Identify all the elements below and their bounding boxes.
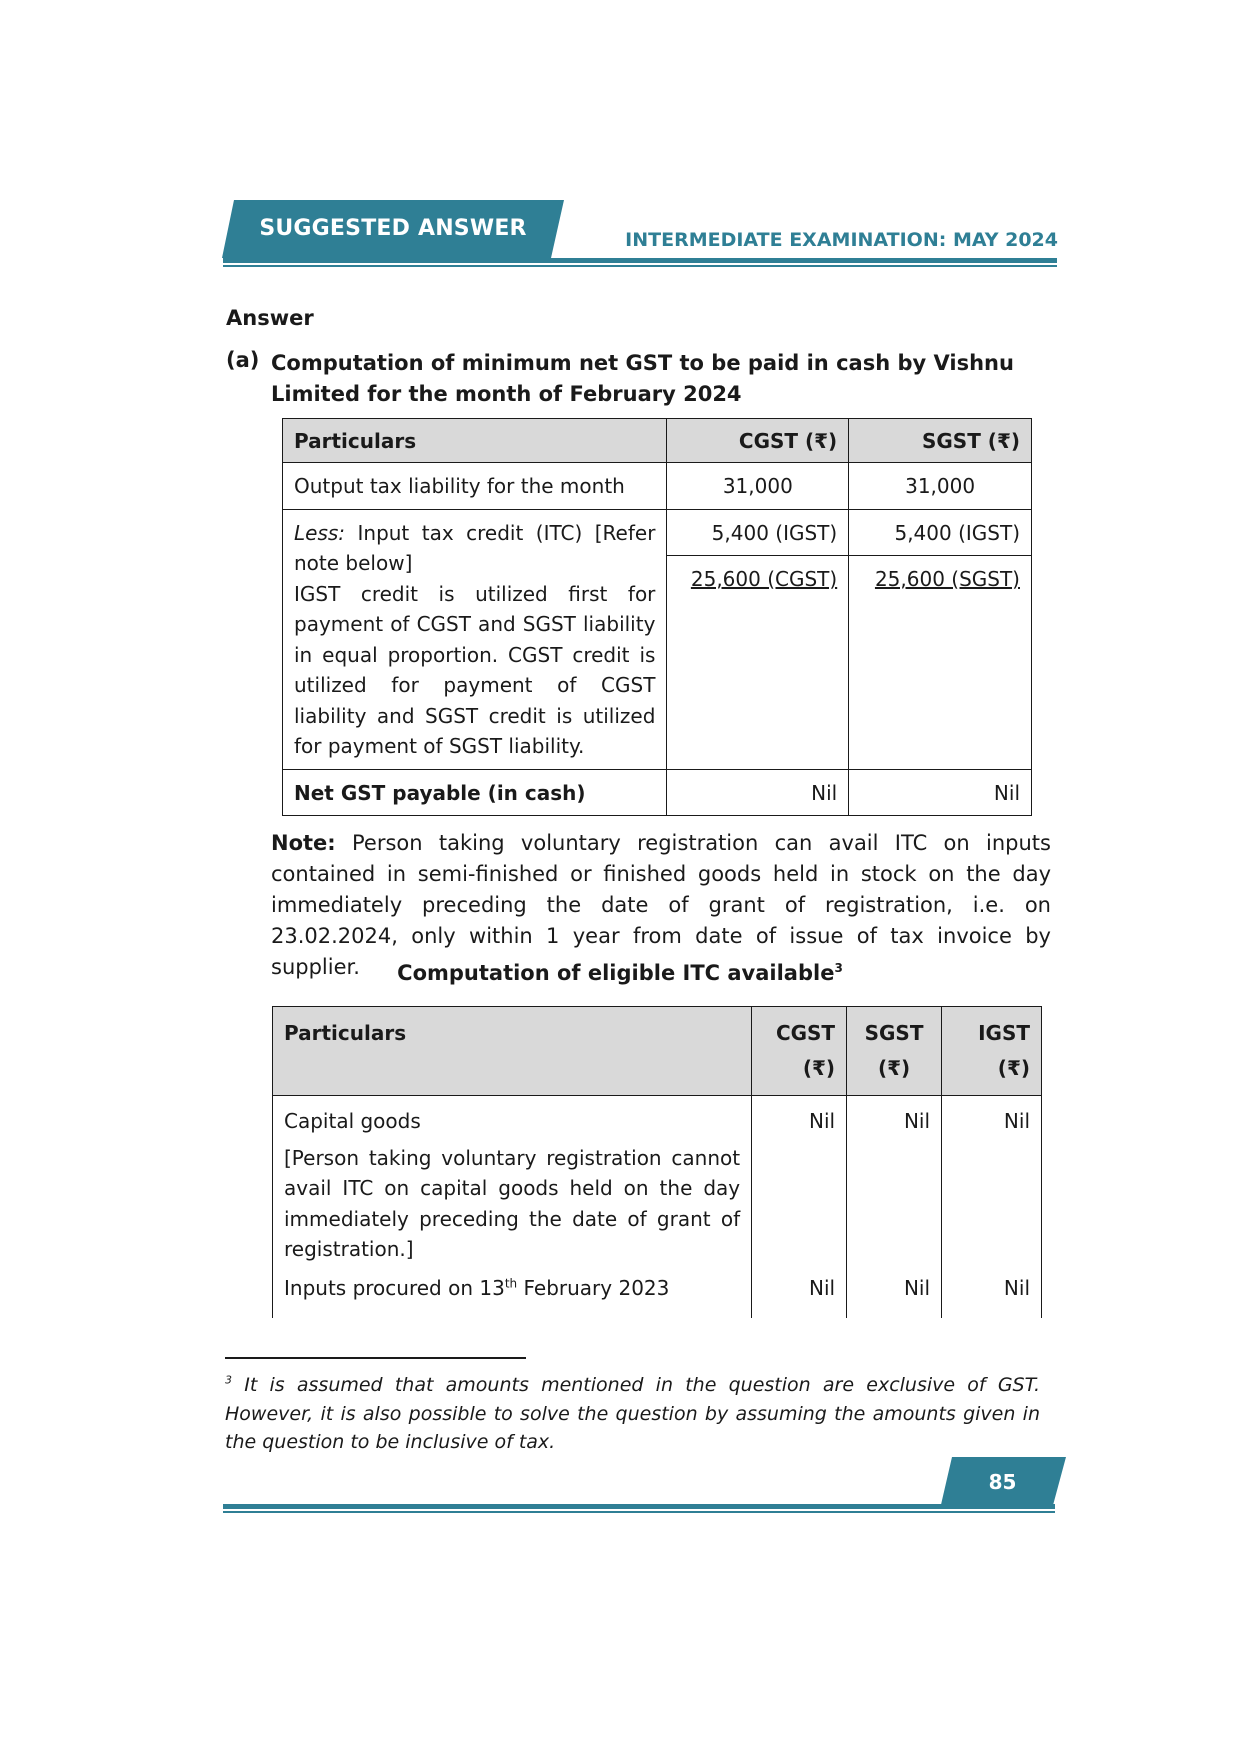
footnote-text: It is assumed that amounts mentioned in the question are exclusive of GST. However, it is also possible to solve the question by assuming the amounts given in the question to be inclusive of tax. [225, 1374, 1040, 1453]
row-output-cgst: 31,000 [667, 463, 849, 510]
header-cgst: CGST (₹) [667, 419, 849, 463]
row-itc-sgst-sgst: 25,600 (SGST) [874, 567, 1020, 591]
row-itc-cgst-cgst-cell [667, 556, 849, 770]
header-cgst [752, 1007, 847, 1096]
header-sgst-unit: (₹) [877, 1056, 911, 1080]
footnote [225, 1371, 1040, 1457]
note-paragraph [271, 828, 1051, 983]
row-inputs-text-after: February 2023 [517, 1275, 670, 1300]
table-row [273, 1271, 1042, 1318]
row-itc-cgst-cgst: 25,600 (CGST) [690, 567, 838, 591]
page-number: 85 [988, 1470, 1017, 1494]
row-capital-particulars [273, 1096, 752, 1271]
table-row [283, 509, 1032, 556]
header-section-label: SUGGESTED ANSWER [259, 215, 527, 241]
row-output-label: Output tax liability for the month [283, 463, 667, 510]
row-capital-explanation: [Person taking voluntary registration cannot avail ITC on capital goods held on the day immediately preceding the date of grant of registration.] [284, 1145, 741, 1261]
itc-explanation: IGST credit is utilized first for payment of CGST and SGST liability in equal proportion. CGST credit is utilized for payment of CGST liability and SGST credit is utilized for payment of SGST liability. [294, 581, 656, 758]
table-header-row [273, 1007, 1042, 1096]
row-net-sgst: Nil [849, 769, 1032, 816]
row-capital-label: Capital goods [284, 1109, 421, 1133]
header-igst-unit: (₹) [997, 1056, 1030, 1080]
header-sgst [847, 1007, 942, 1096]
footer-rule [223, 1504, 1055, 1509]
row-net-cgst: Nil [667, 769, 849, 816]
header-exam-title: INTERMEDIATE EXAMINATION: MAY 2024 [625, 229, 1058, 251]
footer-rule-thin [223, 1511, 1055, 1513]
header-sgst: SGST (₹) [849, 419, 1032, 463]
eligible-itc-table [272, 1006, 1042, 1318]
header-cgst-label: CGST [775, 1021, 836, 1045]
row-capital-cgst: Nil [752, 1096, 847, 1271]
row-inputs-igst: Nil [942, 1271, 1042, 1318]
note-text: Person taking voluntary registration can avail ITC on inputs contained in semi-finished or finished goods held in stock on the day immediately preceding the date of grant of registration, i.e. on 23.02.2024, only within 1 year from date of issue of tax invoice by supplier. [271, 831, 1051, 979]
itc-label-text: Input tax credit (ITC) [Refer note below] [294, 520, 656, 575]
row-output-sgst: 31,000 [849, 463, 1032, 510]
row-itc-cgst-igst: 5,400 (IGST) [667, 509, 849, 556]
header-igst-label: IGST [978, 1021, 1030, 1045]
row-capital-igst: Nil [942, 1096, 1042, 1271]
header-rule-thin [223, 265, 1057, 267]
row-net-label: Net GST payable (in cash) [283, 769, 667, 816]
header-particulars: Particulars [283, 419, 667, 463]
header-sgst-label: SGST [864, 1021, 924, 1045]
net-gst-computation-table [282, 418, 1032, 816]
footnote-number: 3 [225, 1373, 232, 1387]
row-itc-label [294, 518, 655, 579]
row-itc-particulars [283, 509, 667, 769]
table-row [283, 463, 1032, 510]
question-label: (a) [226, 348, 260, 372]
row-capital-sgst: Nil [847, 1096, 942, 1271]
header-igst [942, 1007, 1042, 1096]
row-itc-sgst-igst: 5,400 (IGST) [849, 509, 1032, 556]
table-row [273, 1096, 1042, 1271]
answer-heading: Answer [226, 306, 314, 330]
header-particulars: Particulars [273, 1007, 752, 1096]
row-inputs-sgst: Nil [847, 1271, 942, 1318]
itc-table-caption [240, 961, 1000, 985]
less-prefix: Less: [294, 520, 346, 545]
row-inputs-cgst: Nil [752, 1271, 847, 1318]
table-header-row [283, 419, 1032, 463]
note-label: Note: [271, 831, 336, 855]
row-itc-sgst-sgst-cell [849, 556, 1032, 770]
row-inputs-sup: th [504, 1275, 518, 1290]
header-rule [223, 258, 1057, 263]
itc-caption-text: Computation of eligible ITC available [397, 961, 835, 985]
footnote-rule [225, 1357, 526, 1359]
table-row [283, 769, 1032, 816]
question-title: Computation of minimum net GST to be paid in cash by Vishnu Limited for the month of February 2024 [271, 351, 1014, 406]
row-inputs-label [273, 1271, 752, 1318]
row-inputs-text: Inputs procured on 13 [284, 1275, 505, 1300]
header-cgst-unit: (₹) [802, 1056, 836, 1080]
footnote-ref: 3 [834, 961, 843, 975]
